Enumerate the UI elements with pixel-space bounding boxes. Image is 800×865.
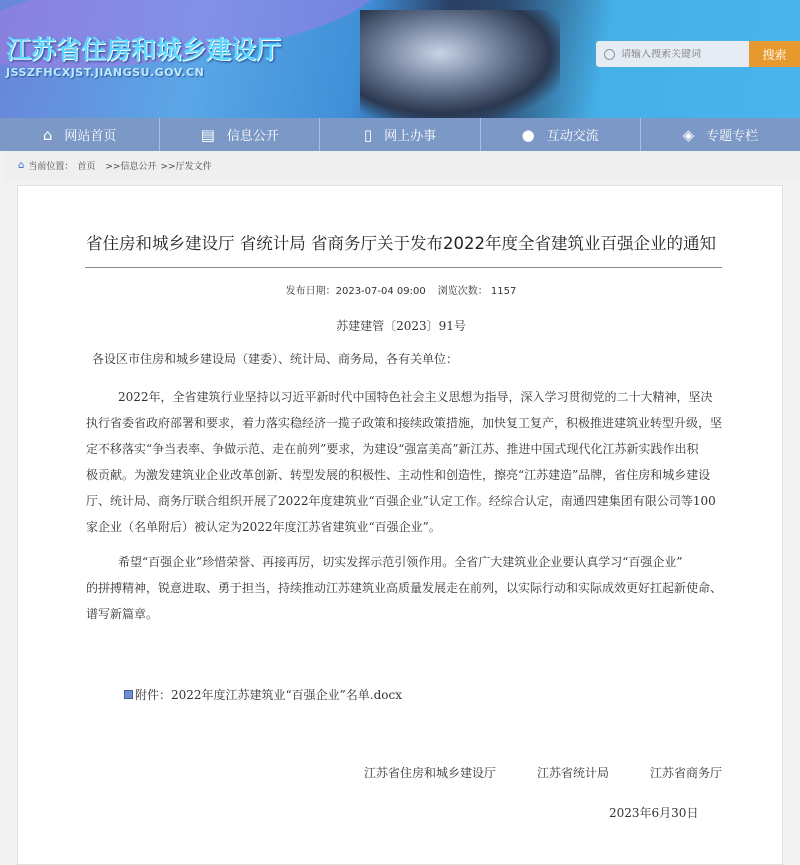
nav-info-disclosure[interactable] — [160, 118, 320, 151]
search-button[interactable]: 搜索 — [749, 41, 800, 67]
text-line: 2022年，全省建筑行业坚持以习近平新时代中国特色社会主义思想为指导，深入学习贯彻党的二十大精神，坚决 — [118, 390, 713, 404]
search-box[interactable] — [596, 41, 749, 67]
article-panel — [17, 185, 783, 865]
nav-label: 信息公开 — [226, 129, 279, 144]
breadcrumb-info[interactable]: >>信息公开 — [105, 162, 157, 172]
header-banner — [0, 0, 800, 118]
chat-icon: ● — [521, 125, 535, 144]
search-doc-icon: ▯ — [363, 125, 373, 144]
text-line: 的拼搏精神，锐意进取、勇于担当，持续推动江苏建筑业高质量发展走在前列，以实际行动和实际成效更好扛起新使命、 — [86, 581, 723, 595]
text-line: 厅、统计局、商务厅联合组织开展了2022年度建筑业“百强企业”认定工作。经综合认定，南通四建集团有限公司等100 — [86, 494, 716, 508]
nav-online-services[interactable] — [320, 118, 480, 151]
search-icon — [604, 49, 615, 60]
nav-home[interactable] — [0, 118, 160, 151]
issue-date: 2023年6月30日 — [609, 806, 699, 820]
breadcrumb-prefix: 当前位置： — [28, 162, 74, 172]
text-line: 定不移落实“争当表率、争做示范、走在前列”要求，为建设“强富美高”新江苏、推进中国式现代化江苏新实践作出积 — [86, 442, 699, 456]
view-count: 浏览次数： 1157 — [437, 286, 517, 297]
attachment-label[interactable]: 附件：2022年度江苏建筑业“百强企业”名单.docx — [135, 688, 403, 702]
paragraph-2 — [86, 549, 726, 627]
publish-date: 发布日期：2023-07-04 09:00 — [285, 286, 426, 297]
nav-label: 互动交流 — [546, 129, 599, 144]
breadcrumb — [4, 151, 800, 180]
nav-label: 专题专栏 — [706, 129, 759, 144]
signatory-statistics: 江苏省统计局 — [537, 766, 610, 780]
main-nav — [0, 118, 800, 151]
paragraph-1 — [86, 384, 726, 540]
file-icon — [124, 690, 133, 699]
signatory-housing: 江苏省住房和城乡建设厅 — [364, 766, 497, 780]
document-icon: ▤ — [200, 125, 215, 144]
attachment-link[interactable] — [124, 686, 402, 703]
article-title: 省住房和城乡建设厅 省统计局 省商务厅关于发布2022年度全省建筑业百强企业的通知 — [86, 234, 716, 253]
document-number: 苏建建管〔2023〕91号 — [336, 319, 466, 333]
site-url: JSSZFHCXJST.JIANGSU.GOV.CN — [6, 66, 205, 79]
banner-stadium-image — [360, 10, 560, 118]
text-line: 家企业（名单附后）被认定为2022年度江苏省建筑业“百强企业”。 — [86, 520, 441, 534]
nav-label: 网站首页 — [64, 129, 117, 144]
site-logo-title[interactable]: 江苏省住房和城乡建设厅 — [6, 35, 282, 64]
text-line: 谱写新篇章。 — [86, 607, 159, 621]
salutation: 各设区市住房和城乡建设局（建委）、统计局、商务局，各有关单位： — [92, 352, 459, 366]
signatory-commerce: 江苏省商务厅 — [650, 766, 723, 780]
article-meta — [18, 282, 784, 297]
text-line: 极贡献。为激发建筑业企业改革创新、转型发展的积极性、主动性和创造性，擦亮“江苏建造”品牌，省住房和城乡建设 — [86, 468, 711, 482]
breadcrumb-home[interactable]: 首页 — [77, 162, 96, 172]
layers-icon: ◈ — [682, 125, 695, 144]
search-input[interactable] — [621, 49, 741, 60]
home-icon: ⌂ — [42, 125, 53, 144]
nav-label: 网上办事 — [384, 129, 437, 144]
text-line: 希望“百强企业”珍惜荣誉、再接再厉，切实发挥示范引领作用。全省广大建筑业企业要认真学习“百强企业” — [118, 555, 683, 569]
breadcrumb-docs[interactable]: >>厅发文件 — [160, 162, 212, 172]
title-divider — [85, 267, 722, 268]
home-icon: ⌂ — [18, 160, 25, 171]
nav-interaction[interactable] — [481, 118, 641, 151]
text-line: 执行省委省政府部署和要求，着力落实稳经济一揽子政策和接续政策措施，加快复工复产，积极推进建筑业转型升级，坚 — [86, 416, 723, 430]
nav-special-topics[interactable] — [641, 118, 800, 151]
